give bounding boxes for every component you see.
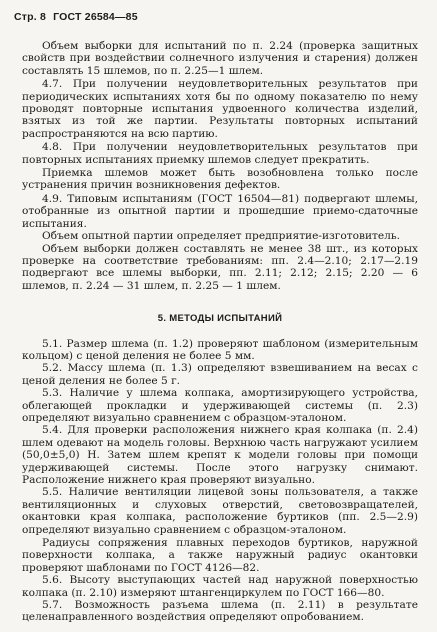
paragraph: 5.2. Массу шлема (п. 1.3) определяют взвешиванием на весах с ценой деления не более 5 г. xyxy=(22,362,418,387)
paragraph: Объем выборки для испытаний по п. 2.24 (проверка защитных свойств при воздействии солнечного излучения и старения) должен составлять 15 шлемов, по п. 2.25—1 шлем. xyxy=(22,40,418,77)
standard-designation: ГОСТ 26584—85 xyxy=(53,11,138,23)
paragraph: 4.9. Типовым испытаниям (ГОСТ 16504—81) подвергают шлемы, отобранные из опытной партии и прошедшие приемо-сдаточные испытания. xyxy=(22,192,418,230)
paragraph: Приемка шлемов может быть возобновлена только после устранения причин возникновения дефектов. xyxy=(22,167,418,192)
paragraph: Радиусы сопряжения плавных переходов буртиков, наружной поверхности колпака, а также наружный радиус окантовки проверяют шаблонами по ГОСТ 4126—82. xyxy=(22,537,418,574)
page-header xyxy=(14,11,142,23)
paragraph: 5.3. Наличие у шлема колпака, амортизирующего устройства, облегающей прокладки и удерживающей системы (п. 2.3) определяют визуально сравнением с образцом-эталоном. xyxy=(22,387,418,424)
paragraph: 4.7. При получении неудовлетворительных результатов при периодических испытаниях хотя бы по одному показателю по нему проводят повторные испытания удвоенного количества изделий, взятых из той же партии. Результаты повторных испытаний распространяются на всю партию. xyxy=(22,78,418,140)
page-number: Стр. 8 xyxy=(14,11,47,23)
paragraph: Объем опытной партии определяет предприятие-изготовитель. xyxy=(42,230,400,243)
paragraph: Объем выборки должен составлять не менее 38 шт., из которых проверке на соответствие требованиям: пп. 2.4—2.10; 2.17—2.19 подвергают все шлемы выборки, пп. 2.11; 2.12; 2.15; 2.20 — 6 шлемов, п. 2.24 — 31 шлем, п. 2.25 — 1 шлем. xyxy=(22,242,418,292)
document-body xyxy=(22,40,418,624)
paragraph: 4.8. При получении неудовлетворительных результатов при повторных испытаниях приемку шлемов следует прекратить. xyxy=(22,141,418,166)
paragraph: 5.4. Для проверки расположения нижнего края колпака (п. 2.4) шлем одевают на модель головы. Верхнюю часть нагружают усилием (50,0±5,0) Н. Затем шлем крепят к модели головы при помощи удерживающей системы. После этого нагрузку снимают. Расположение нижнего края проверяют визуально. xyxy=(22,424,418,486)
section-title: 5. МЕТОДЫ ИСПЫТАНИЙ xyxy=(157,313,283,325)
paragraph: 5.5. Наличие вентиляции лицевой зоны пользователя, а также вентиляционных и слуховых отверстий, световозвращателей, окантовки края колпака, расположение буртиков (пп. 2.5—2.9) определяют визуально сравнением с образцом-эталоном. xyxy=(22,486,418,536)
paragraph: 5.1. Размер шлема (п. 1.2) проверяют шаблоном (измерительным кольцом) с ценой деления не более 5 мм. xyxy=(22,337,418,362)
paragraph: 5.7. Возможность разъема шлема (п. 2.11) в результате целенаправленного воздействия определяют опробованием. xyxy=(22,599,418,624)
paragraph: 5.6. Высоту выступающих частей над наружной поверхностью колпака (п. 2.10) измеряют штангенциркулем по ГОСТ 166—80. xyxy=(22,574,418,599)
